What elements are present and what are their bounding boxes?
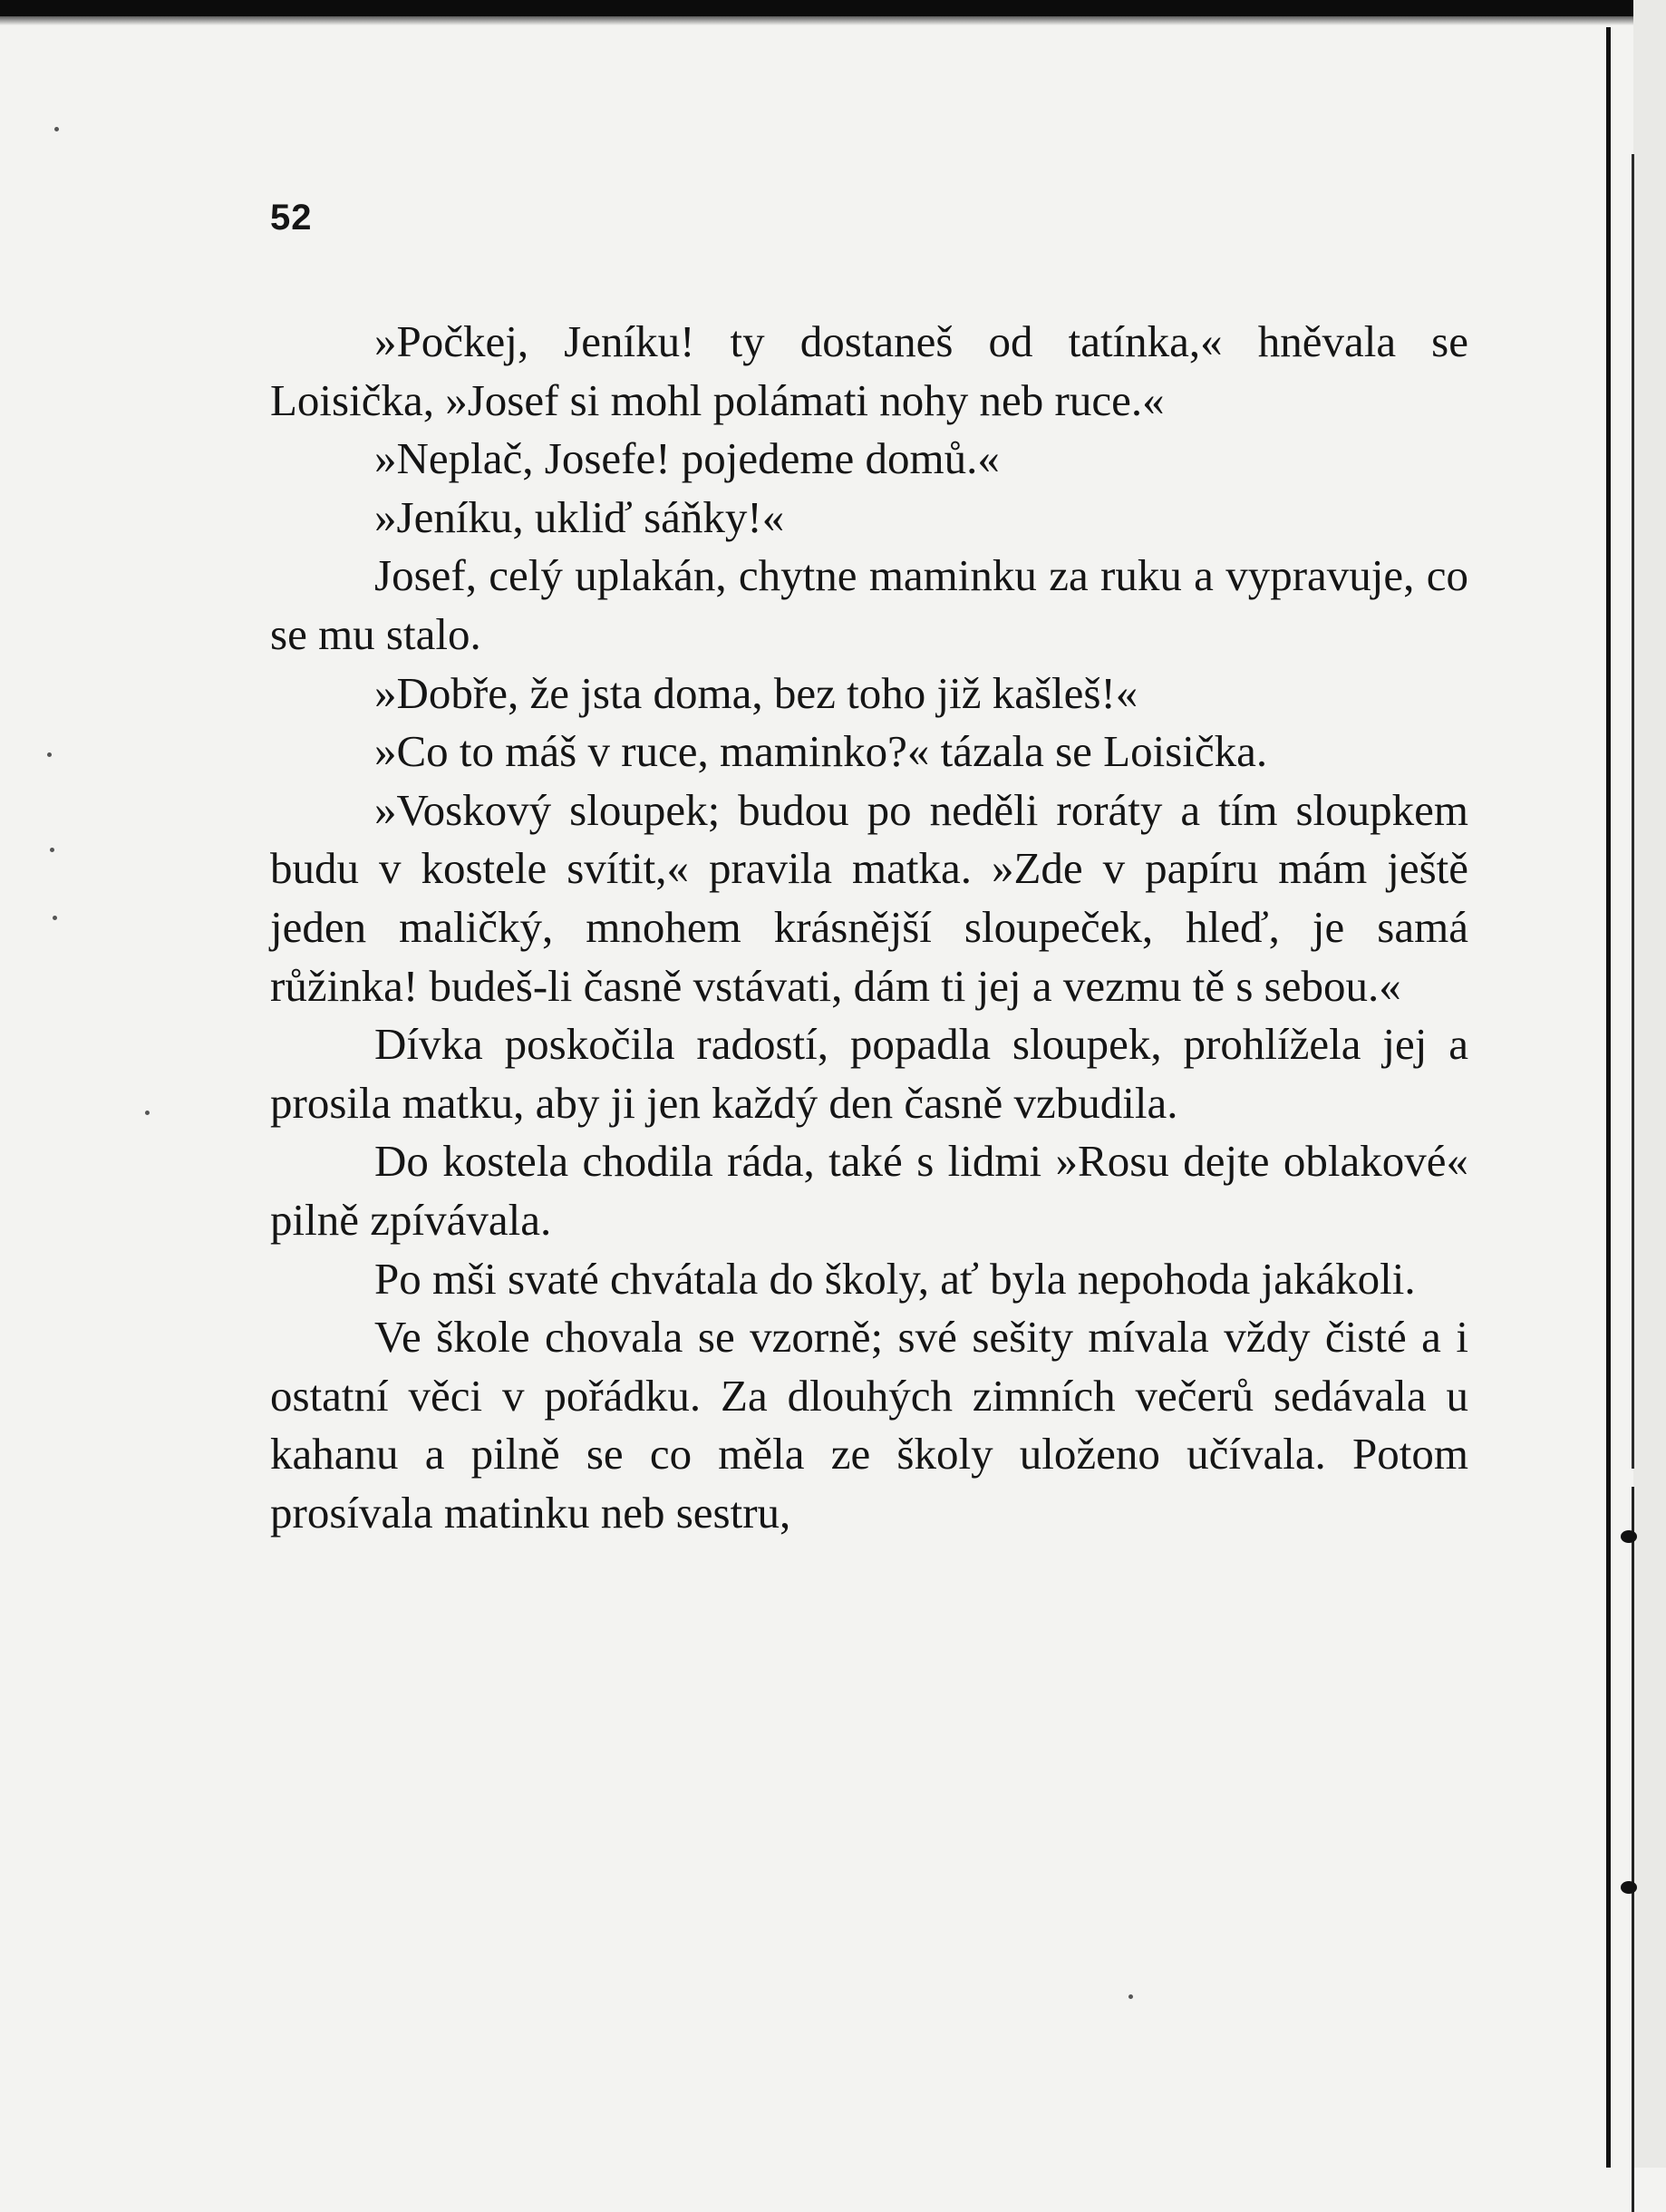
paragraph: »Počkej, Jeníku! ty dostaneš od tatínka,« hněvala se Loisička, »Josef si mohl polámati nohy neb ruce.« xyxy=(270,316,1468,425)
paragraph: »Dobře, že jsta doma, bez toho již kašleš!« xyxy=(374,667,1138,718)
paragraph: »Voskový sloupek; budou po neděli roráty a tím sloupkem budu v kostele svítit,« pravila matka. »Zde v papíru mám ještě jeden maličký, mnohem krásnější sloupeček, hleď, je samá růžinka! budeš-li časně vstávati, dám ti jej a vezmu tě s sebou.« xyxy=(270,784,1468,1011)
scan-speck xyxy=(145,1111,150,1115)
binding-mark xyxy=(1621,1881,1637,1894)
paragraph: »Jeníku, ukliď sáňky!« xyxy=(374,491,785,542)
paragraph: Ve škole chovala se vzorně; své sešity mívala vždy čisté a i ostatní věci v pořádku. Za dlouhých zimních večerů sedávala u kahanu a pilně se co měla ze školy uloženo učívala. Potom prosívala matinku neb sestru, xyxy=(270,1312,1468,1538)
page-edge-shadow xyxy=(1632,154,1634,1469)
binding-mark xyxy=(1621,1530,1637,1543)
scan-speck xyxy=(50,848,54,852)
paragraph: Dívka poskočila radostí, popadla sloupek, prohlížela jej a prosila matku, aby ji jen každý den časně vzbudila. xyxy=(270,1019,1468,1128)
paragraph: »Co to máš v ruce, maminko?« tázala se Loisička. xyxy=(374,726,1268,777)
scan-speck xyxy=(53,916,57,920)
paragraph: Josef, celý uplakán, chytne maminku za ruku a vypravuje, co se mu stalo. xyxy=(270,550,1468,659)
paragraph: Do kostela chodila ráda, také s lidmi »Rosu dejte oblakové« pilně zpívávala. xyxy=(270,1136,1468,1245)
scan-speck xyxy=(47,752,52,757)
scan-speck xyxy=(54,127,59,131)
paragraph: »Neplač, Josefe! pojedeme domů.« xyxy=(374,433,1000,484)
scan-top-border xyxy=(0,0,1666,16)
scan-top-shadow xyxy=(0,16,1666,25)
paragraph: Po mši svaté chvátala do školy, ať byla nepohoda jakákoli. xyxy=(374,1253,1416,1304)
body-text xyxy=(270,313,1468,1542)
scan-speck xyxy=(1128,1994,1133,1999)
page-edge-shadow-lower xyxy=(1632,1487,1634,2212)
page-edge-line xyxy=(1606,27,1611,2168)
scan-right-margin xyxy=(1633,0,1666,2168)
page-number: 52 xyxy=(270,198,313,238)
